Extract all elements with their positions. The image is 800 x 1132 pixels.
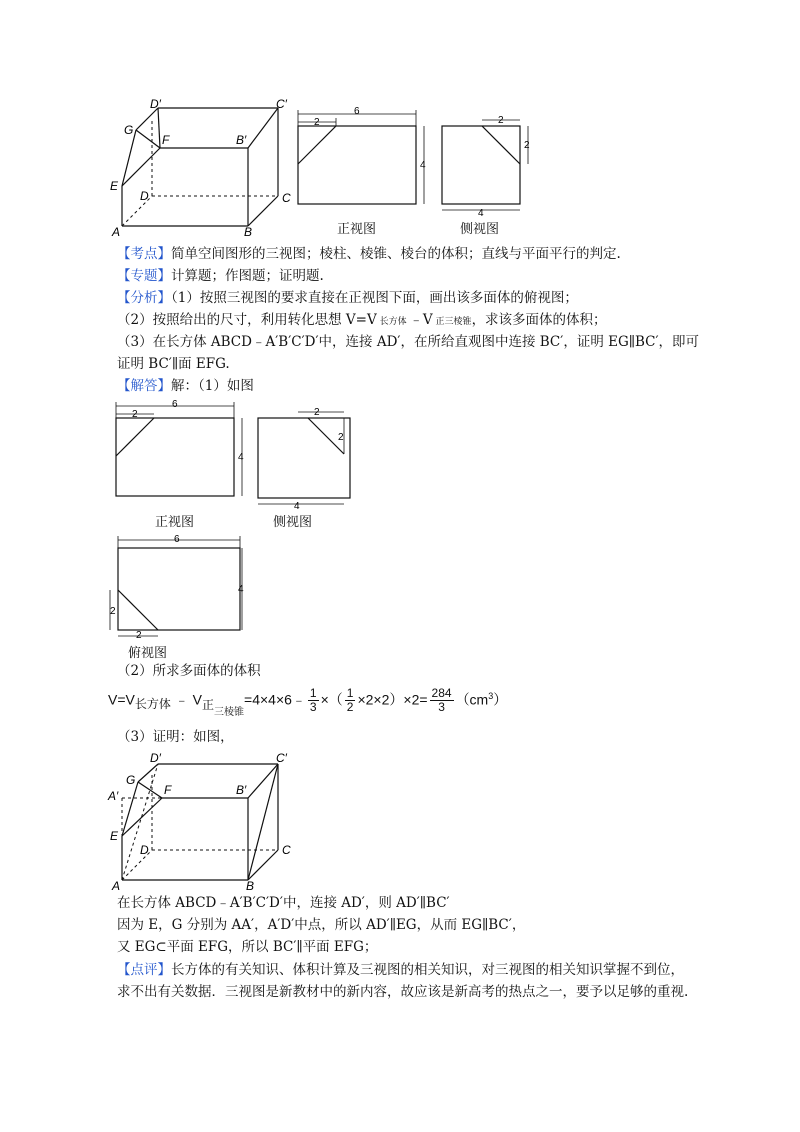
label-F: F [162,133,170,147]
proof-label-D: D [140,843,149,857]
part3-line1: 在长方体 ABCD﹣A′B′C′D′中，连接 AD′，则 AD′∥BC′ [117,895,450,911]
proof-label-G: G [126,773,136,787]
formula-unit-sup: 3 [488,691,494,701]
frac-one-third: $\frac{1}{3}$ [309,686,317,715]
front-dim-2: 2 [314,117,320,128]
formula-times-open: ×（ [320,691,343,708]
proof-label-F: F [164,783,172,797]
top-side-caption: 侧视图 [460,222,500,237]
formula-sub-pyramid: 三棱锥 [214,706,245,718]
top-front-caption: 正视图 [337,222,377,237]
jieda-text: 解：（1）如图 [171,378,254,394]
ans-top-dim-2-bottom: 2 [136,630,142,641]
answer-top-view [106,534,252,642]
formula-eq1: =4×4×6﹣ [244,691,306,708]
label-E: E [110,179,119,193]
formula-minus: ﹣ V [170,691,202,708]
label-D: D [140,189,149,203]
ans-side-dim-2-top: 2 [314,407,320,418]
dianping-line2: 求不出有关数据．三视图是新教材中的新内容，故应该是新高考的热点之一，要予以足够的重视. [117,984,689,1000]
proof-label-Bp: B′ [236,783,247,797]
fenxi-line2 [117,311,607,332]
ans-top-dim-6: 6 [174,534,180,545]
volume-formula [108,686,508,718]
answer-side-view [252,402,352,510]
zhuanti-tag: 【专题】 [117,268,171,284]
zhuanti-text: 计算题；作图题；证明题. [171,268,324,284]
zhuanti-line [117,267,324,286]
frac-one-half: $\frac{1}{2}$ [346,686,354,715]
formula-unit-close: ） [493,691,508,708]
kaodian-text: 简单空间图形的三视图；棱柱、棱锥、棱台的体积；直线与平面平行的判定. [171,246,621,262]
dianping-line1 [117,961,684,980]
proof-label-E: E [110,829,119,843]
label-Cp: C′ [276,97,287,111]
fenxi-tag: 【分析】 [117,290,171,306]
answer-top-caption: 俯视图 [128,646,168,661]
jieda-line [117,377,254,396]
proof-label-A: A [112,879,121,892]
ans-side-dim-4: 4 [294,501,300,510]
formula-unit-open: （cm [455,691,489,708]
fenxi-text-3: （3）在长方体 ABCD﹣A′B′C′D′中，连接 AD′，在所给直观图中连接 BC′，证明 EG∥BC′，即可 [117,334,700,350]
top-side-view [436,110,536,216]
formula-sub-cuboid: 长方体 [134,696,171,711]
ans-front-dim-4: 4 [238,452,244,463]
fenxi-text-1: （1）按照三视图的要求直接在正视图下面，画出该多面体的俯视图； [171,290,578,306]
dianping-text-1: 长方体的有关知识、体积计算及三视图的相关知识，对三视图的相关知识掌握不到位， [171,962,684,978]
fenxi-line1 [117,289,578,308]
label-C: C [282,191,291,205]
label-G: G [124,123,134,137]
side-dim-2-top: 2 [498,115,504,126]
proof-label-B: B [246,879,255,892]
front-dim-6: 6 [354,106,360,117]
fenxi-line3 [117,333,699,352]
label-Bp: B′ [236,133,247,147]
formula-inner: ×2×2）×2= [357,691,428,708]
jieda-tag: 【解答】 [117,378,171,394]
part2-intro: （2）所求多面体的体积 [117,663,261,679]
formula-sub-zheng: 正 [202,697,215,712]
top-front-view [292,104,432,216]
answer-front-view [110,398,250,504]
proof-label-Cp: C′ [276,751,287,765]
ans-top-dim-2-left: 2 [110,606,116,617]
fenxi-text-2c: ，求该多面体的体积； [471,312,607,328]
proof-label-C: C [282,843,291,857]
part3-line2: 因为 E，G 分别为 AA′，A′D′中点，所以 AD′∥EG，从而 EG∥BC′， [117,917,526,933]
frac-result: $\frac{284}{3}$ [431,686,452,715]
fenxi-sub-2: 正三棱锥 [432,317,472,327]
fenxi-text-2b: ﹣V [409,312,433,328]
proof-cuboid-figure [100,746,300,892]
ans-top-dim-4: 4 [238,584,244,595]
dianping-tag: 【点评】 [117,962,171,978]
side-dim-2-right: 2 [524,140,530,151]
formula-vlead: V=V [108,691,135,708]
top-cuboid-figure [100,96,300,236]
label-A: A [112,225,121,236]
fenxi-sub-1: 长方体 [376,317,410,327]
proof-label-Dp: D′ [150,751,161,765]
proof-label-Ap: A′ [108,789,119,803]
fenxi-line4 [117,355,230,374]
part3-intro: （3）证明：如图， [117,729,234,745]
answer-front-caption: 正视图 [155,515,195,530]
fenxi-text-4: 证明 BC′∥面 EFG. [117,356,230,372]
part3-line3: 又 EG⊂平面 EFG，所以 BC′∥平面 EFG； [117,939,378,955]
label-B: B [244,225,253,236]
kaodian-tag: 【考点】 [117,246,171,262]
answer-side-caption: 侧视图 [273,515,313,530]
kaodian-line [117,245,621,264]
ans-side-dim-2-right: 2 [338,432,344,443]
fenxi-text-2a: （2）按照给出的尺寸，利用转化思想 V=V [117,312,377,328]
front-dim-4: 4 [420,160,426,171]
label-Dp: D′ [150,97,161,111]
ans-front-dim-2: 2 [132,409,138,420]
ans-front-dim-6: 6 [172,399,178,410]
side-dim-4: 4 [478,208,484,216]
